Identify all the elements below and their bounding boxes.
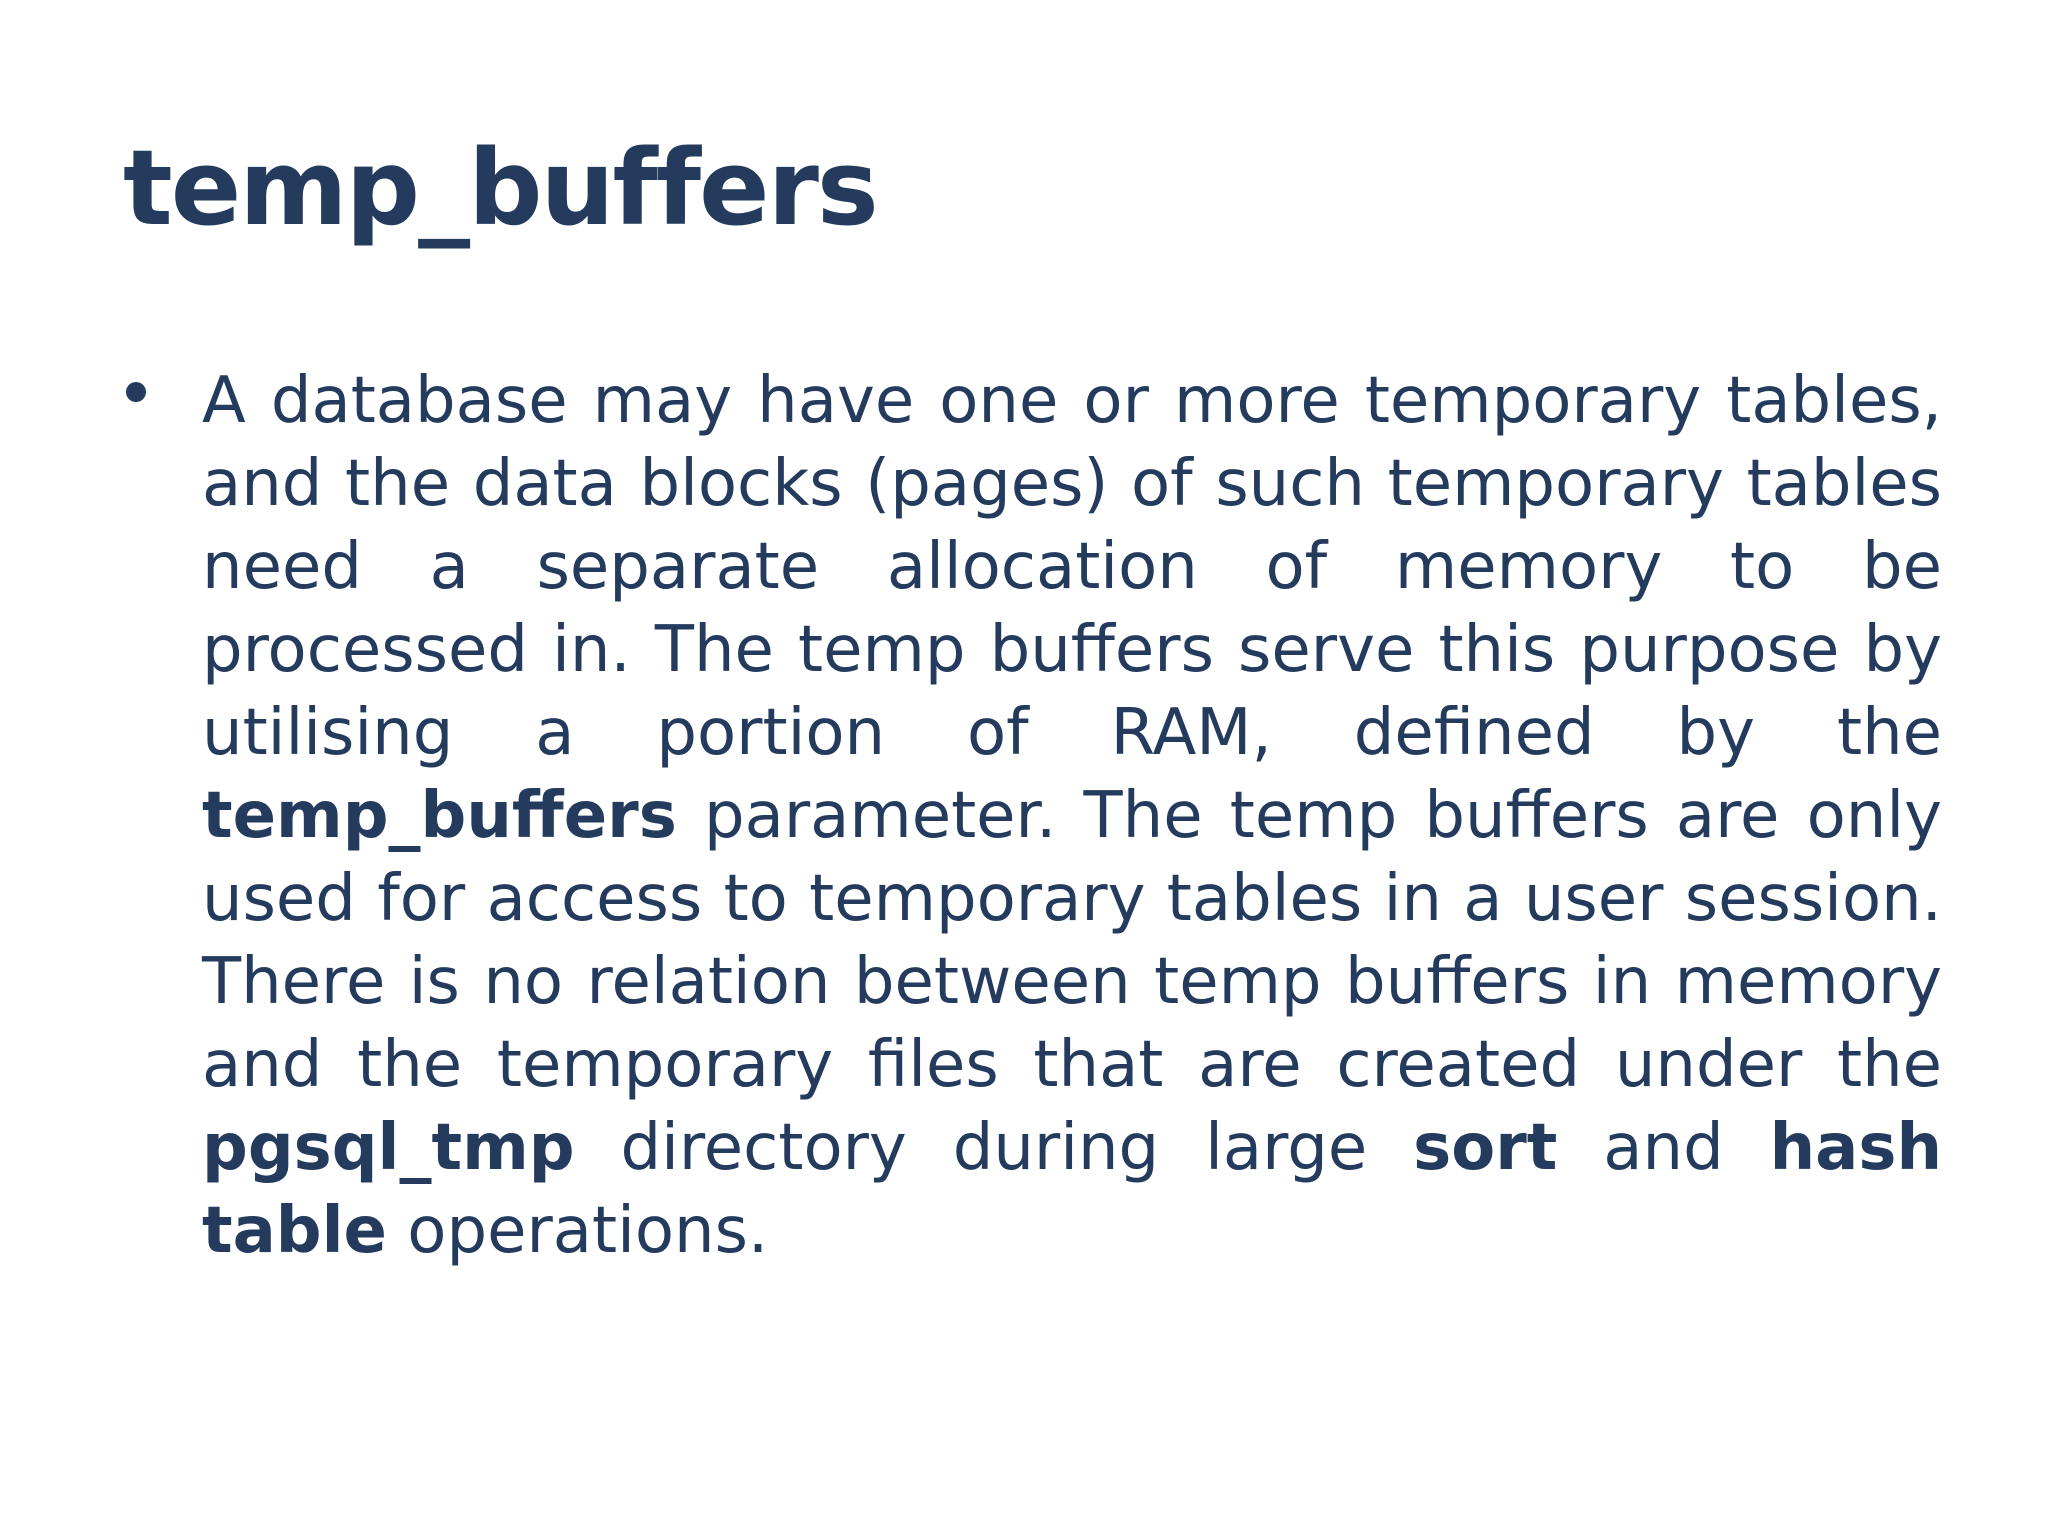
keyword-hash-table: hash table — [202, 1111, 1942, 1268]
keyword-pgsql-tmp: pgsql_tmp — [202, 1111, 575, 1185]
text-segment: directory during large — [574, 1111, 1414, 1185]
bullet-item — [120, 360, 1950, 1273]
keyword-sort: sort — [1413, 1111, 1558, 1185]
bullet-dot-icon — [126, 382, 146, 402]
text-segment: and — [1557, 1111, 1770, 1185]
text-segment: parameter. The temp buffers are only used for access to temporary tables in a user session. There is no relation between temp buffers in memory and the temporary files that are created under the — [202, 779, 1942, 1102]
bullet-text — [202, 360, 1942, 1273]
text-segment: A database may have one or more temporary tables, and the data blocks (pages) of such temporary tables need a separate allocation of memory to be processed in. The temp buffers serve this purpose by utilising a portion of RAM, defined by the — [202, 364, 1942, 770]
bullet-list — [120, 360, 1950, 1273]
text-segment: operations. — [386, 1194, 769, 1268]
slide-title: temp_buffers — [123, 127, 877, 249]
keyword-temp-buffers: temp_buffers — [202, 779, 677, 853]
